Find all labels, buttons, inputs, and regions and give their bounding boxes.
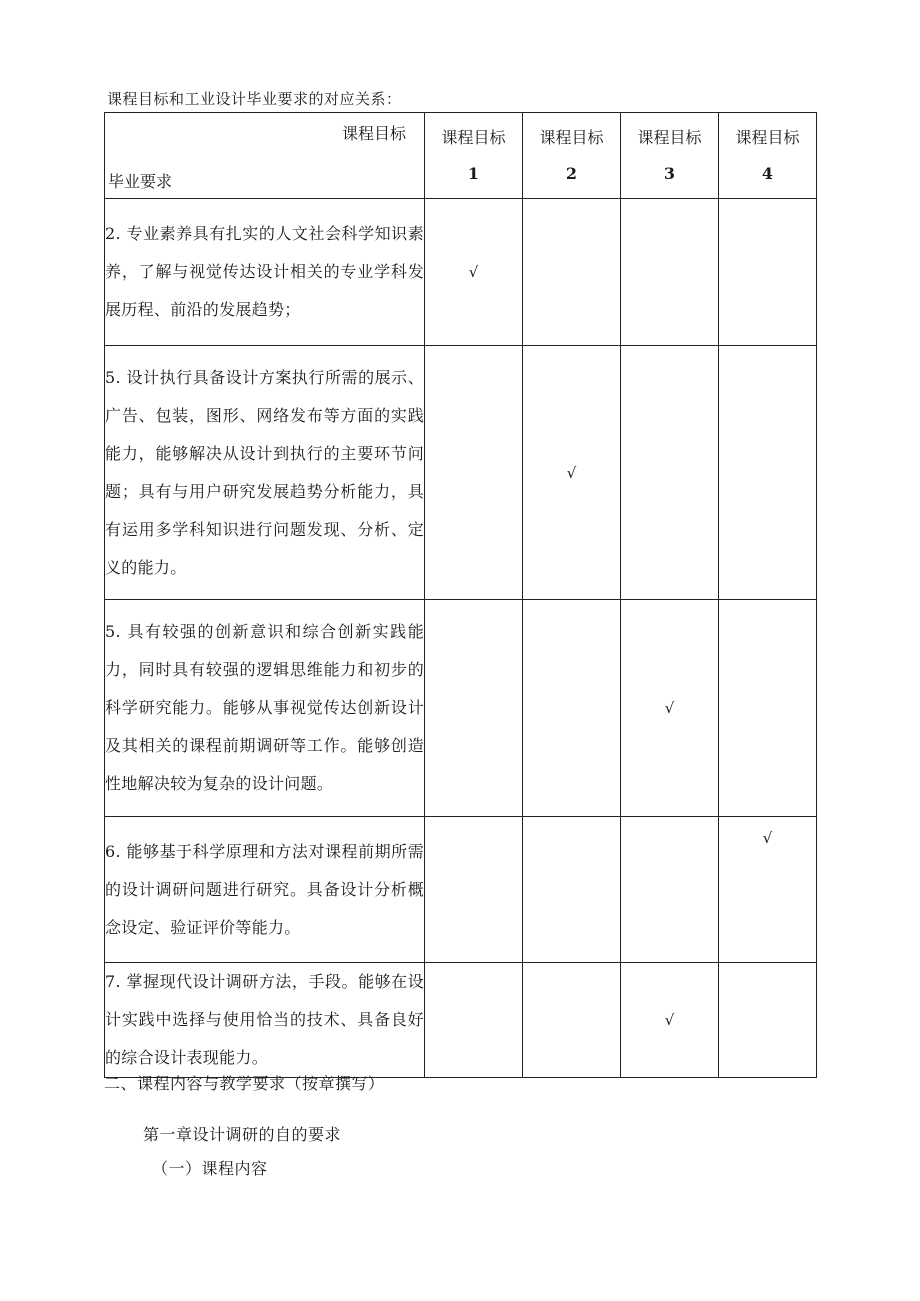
- corner-cell: [105, 113, 425, 199]
- table-row: [105, 963, 817, 1078]
- check-mark: [523, 600, 621, 817]
- requirement-cell: 6. 能够基于科学原理和方法对课程前期所需的设计调研问题进行研究。具备设计分析概念设定、验证评价等能力。: [105, 817, 425, 963]
- goal-header-label: 课程目标: [735, 127, 800, 147]
- check-mark: [523, 963, 621, 1078]
- check-mark: [621, 346, 719, 600]
- check-mark: [719, 346, 817, 600]
- corner-requirement-label: 毕业要求: [108, 172, 173, 191]
- goal-header-label: 课程目标: [637, 127, 702, 147]
- section-heading: 二、课程内容与教学要求（按章撰写）: [104, 1074, 385, 1093]
- check-mark: [425, 817, 523, 963]
- table-header-row: [105, 113, 817, 199]
- requirement-cell: 7. 掌握现代设计调研方法，手段。能够在设计实践中选择与使用恰当的技术、具备良好的综合设计表现能力。: [105, 963, 425, 1078]
- requirement-cell: 2. 专业素养具有扎实的人文社会科学知识素养，了解与视觉传达设计相关的专业学科发展历程、前沿的发展趋势；: [105, 199, 425, 346]
- goal-header-label: 课程目标: [441, 127, 506, 147]
- requirement-cell: 5. 设计执行具备设计方案执行所需的展示、广告、包装，图形、网络发布等方面的实践能力，能够解决从设计到执行的主要环节问题；具有与用户研究发展趋势分析能力，具有运用多学科知识进行问题发现、分析、定义的能力。: [105, 346, 425, 600]
- requirement-cell: 5. 具有较强的创新意识和综合创新实践能力，同时具有较强的逻辑思维能力和初步的科学研究能力。能够从事视觉传达创新设计及其相关的课程前期调研等工作。能够创造性地解决较为复杂的设计问题。: [105, 600, 425, 817]
- table-row: [105, 346, 817, 600]
- check-mark: [523, 817, 621, 963]
- subheading: （一）课程内容: [152, 1159, 268, 1178]
- goal-header-2: [523, 113, 621, 199]
- check-mark: [719, 199, 817, 346]
- goal-header-label: 课程目标: [539, 127, 604, 147]
- corner-goal-label: 课程目标: [341, 124, 406, 143]
- check-mark: √: [621, 600, 719, 817]
- goal-header-number: 3: [663, 163, 676, 183]
- check-mark: √: [621, 963, 719, 1078]
- goal-header-1: [425, 113, 523, 199]
- check-mark: [621, 199, 719, 346]
- check-mark: [523, 199, 621, 346]
- check-mark: [425, 963, 523, 1078]
- check-mark: √: [719, 817, 817, 963]
- check-mark: [425, 346, 523, 600]
- course-goal-requirement-table: [104, 112, 817, 1078]
- goal-header-4: [719, 113, 817, 199]
- goal-header-number: 4: [761, 163, 774, 183]
- table-row: [105, 817, 817, 963]
- check-mark: [719, 600, 817, 817]
- goal-header-number: 1: [467, 163, 480, 183]
- check-mark: [425, 600, 523, 817]
- check-mark: √: [425, 199, 523, 346]
- goal-header-number: 2: [565, 163, 578, 183]
- table-row: [105, 199, 817, 346]
- check-mark: [719, 963, 817, 1078]
- check-mark: [621, 817, 719, 963]
- goal-header-3: [621, 113, 719, 199]
- table-caption: 课程目标和工业设计毕业要求的对应关系：: [107, 90, 402, 108]
- chapter-heading: 第一章设计调研的自的要求: [143, 1125, 342, 1144]
- table-row: [105, 600, 817, 817]
- check-mark: √: [523, 346, 621, 600]
